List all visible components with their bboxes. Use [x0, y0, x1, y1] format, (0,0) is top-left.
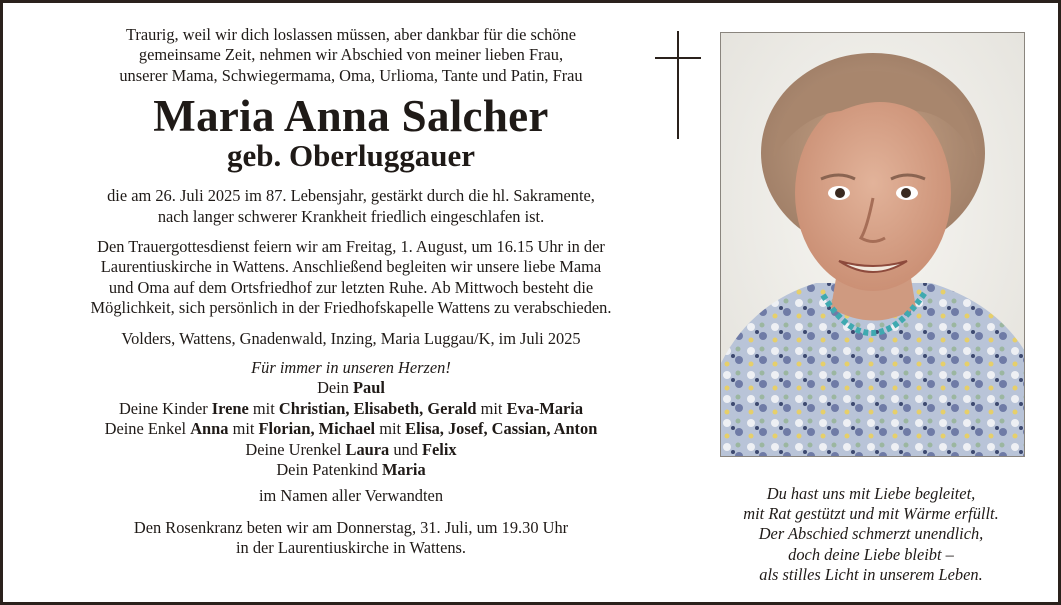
family-godchild	[31, 460, 671, 480]
intro-line: unserer Mama, Schwiegermama, Oma, Urlioma, Tante und Patin, Frau	[119, 65, 583, 85]
deceased-name: Maria Anna Salcher	[153, 91, 549, 142]
family-great-grandchildren	[31, 440, 671, 460]
family-text: mit	[476, 398, 507, 418]
family-member-name: Christian, Elisabeth, Gerald	[278, 398, 477, 418]
family-text: Deine Urenkel	[245, 439, 346, 459]
family-member-name: Florian, Michael	[258, 419, 376, 439]
poem-line: mit Rat gestützt und mit Wärme erfüllt.	[743, 504, 999, 524]
death-line: nach langer schwerer Krankheit friedlich eingeschlafen ist.	[157, 206, 545, 226]
rosary-line: in der Laurentiuskirche in Wattens.	[235, 538, 467, 558]
family-text: mit	[228, 419, 259, 439]
poem-line: Der Abschied schmerzt unendlich,	[758, 524, 984, 544]
funeral-line: Laurentiuskirche in Wattens. Anschließend begleiten wir unsere liebe Mama	[100, 257, 602, 277]
family-member-name: Anna	[190, 419, 229, 439]
family-member-name: Maria	[381, 460, 426, 480]
family-member-name: Felix	[422, 439, 457, 459]
family-text: mit	[375, 419, 406, 439]
intro-line: gemeinsame Zeit, nehmen wir Abschied von meiner lieben Frau,	[138, 45, 564, 65]
motto: Für immer in unseren Herzen!	[251, 358, 451, 378]
poem-line: doch deine Liebe bleibt –	[788, 544, 954, 564]
funeral-line: Den Trauergottesdienst feiern wir am Freitag, 1. August, um 16.15 Uhr in der	[97, 237, 605, 257]
notice-text-column	[31, 25, 671, 559]
family-member-name: Irene	[211, 398, 249, 418]
funeral-line: Möglichkeit, sich persönlich in der Friedhofskapelle Wattens zu verabschieden.	[90, 298, 612, 318]
relatives-line: im Namen aller Verwandten	[258, 485, 444, 505]
portrait-photo	[720, 32, 1025, 457]
poem-line: als stilles Licht in unserem Leben.	[759, 564, 983, 584]
poem	[709, 484, 1033, 585]
place-and-date: Volders, Wattens, Gnadenwald, Inzing, Maria Luggau/K, im Juli 2025	[121, 328, 581, 348]
family-member-name: Eva-Maria	[506, 398, 584, 418]
death-text	[31, 186, 671, 227]
family-member-name: Paul	[353, 378, 385, 398]
funeral-line: und Oma auf dem Ortsfriedhof zur letzten Ruhe. Ab Mittwoch besteht die	[108, 277, 594, 297]
family-grandchildren	[31, 419, 671, 439]
family-text: Dein	[317, 378, 354, 398]
family-text: mit	[248, 398, 279, 418]
intro-line: Traurig, weil wir dich loslassen müssen, aber dankbar für die schöne	[125, 25, 577, 44]
birth-name: geb. Oberluggauer	[227, 138, 475, 174]
death-line: die am 26. Juli 2025 im 87. Lebensjahr, gestärkt durch die hl. Sakramente,	[107, 186, 595, 206]
family-member-name: Laura	[345, 439, 390, 459]
portrait-image	[721, 33, 1025, 457]
family-member-name: Elisa, Josef, Cassian, Anton	[405, 419, 598, 439]
family-text: Dein Patenkind	[276, 460, 382, 480]
cross-icon	[655, 31, 701, 139]
family-list	[31, 378, 671, 480]
family-text: Deine Enkel	[104, 419, 191, 439]
family-text: und	[389, 439, 423, 459]
funeral-text	[31, 237, 671, 319]
family-text: Deine Kinder	[118, 398, 212, 418]
rosary-text	[31, 518, 671, 559]
rosary-line: Den Rosenkranz beten wir am Donnerstag, 31. Juli, um 19.30 Uhr	[133, 517, 569, 537]
poem-line: Du hast uns mit Liebe begleitet,	[766, 484, 976, 503]
intro-text	[31, 25, 671, 86]
family-husband	[31, 378, 671, 398]
family-children	[31, 399, 671, 419]
